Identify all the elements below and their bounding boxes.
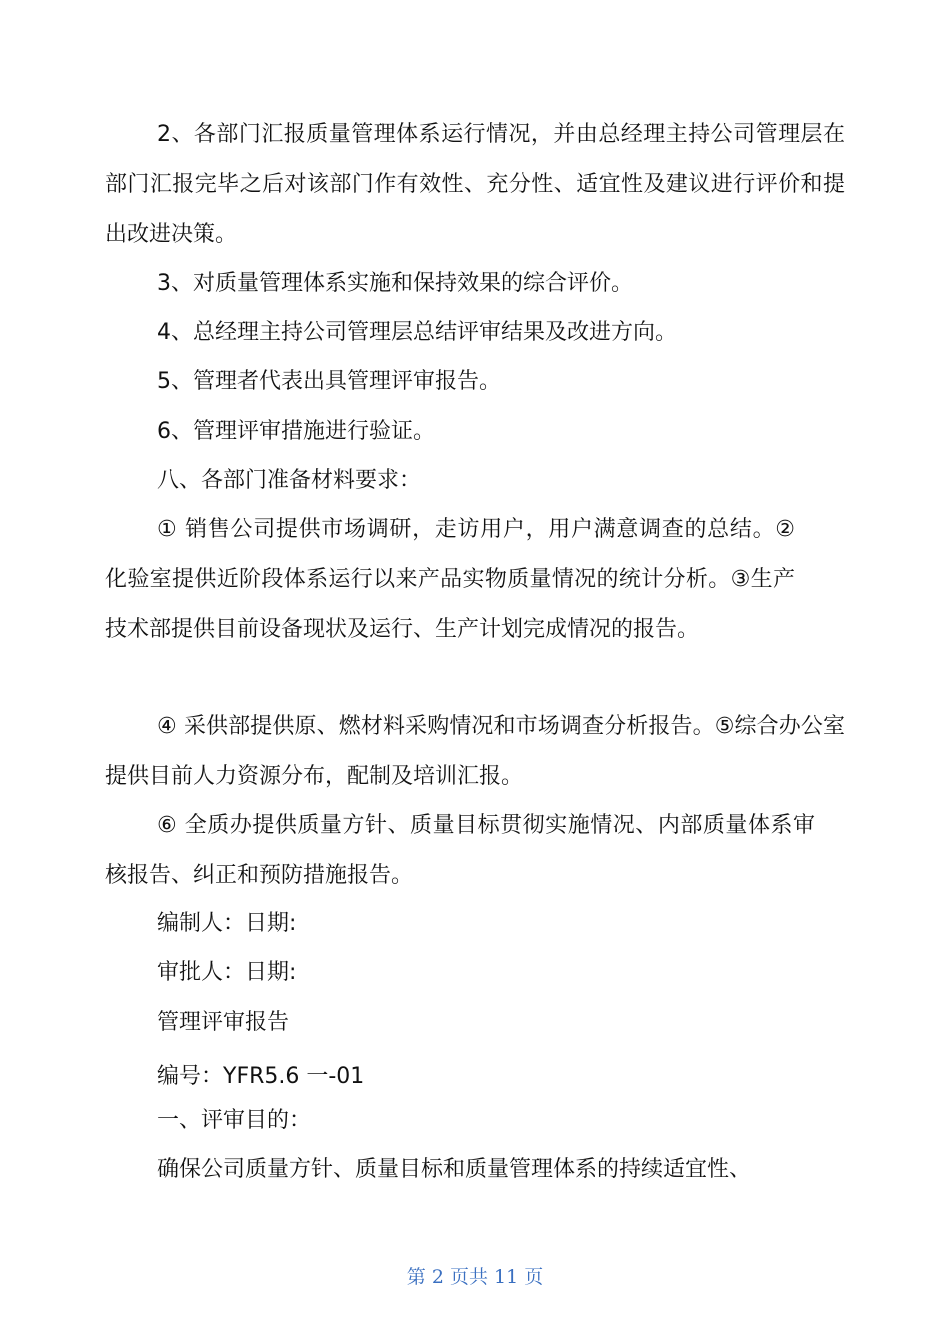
paragraph-item-3: 3、对质量管理体系实施和保持效果的综合评价。	[157, 271, 633, 296]
report-title: 管理评审报告	[157, 1010, 290, 1035]
purpose-text: 确保公司质量方针、质量目标和质量管理体系的持续适宜性、	[157, 1157, 752, 1182]
paragraph-item-4: 4、总经理主持公司管理层总结评审结果及改进方向。	[157, 320, 677, 345]
paragraph-quality-office: ⑥ 全质办提供质量方针、质量目标贯彻实施情况、内部质量体系审核报告、纠正和预防措施报告。	[105, 813, 815, 888]
section-heading-8: 八、各部门准备材料要求：	[157, 468, 422, 493]
compiler-date-line: 编制人：日期:	[157, 911, 297, 936]
report-number: 编号：YFR5.6 一-01	[157, 1064, 365, 1089]
paragraph-item-2: 2、各部门汇报质量管理体系运行情况，并由总经理主持公司管理层在部门汇报完毕之后对该部门作有效性、充分性、适宜性及建议进行评价和提出改进决策。	[105, 122, 845, 247]
page-number-footer: 第 2 页共 11 页	[406, 1266, 544, 1288]
paragraph-procurement-office: ④ 采供部提供原、燃材料采购情况和市场调查分析报告。⑤综合办公室提供目前人力资源分布，配制及培训汇报。	[105, 714, 845, 789]
approver-date-line: 审批人：日期:	[157, 960, 297, 985]
paragraph-item-5: 5、管理者代表出具管理评审报告。	[157, 369, 501, 394]
section-heading-1: 一、评审目的：	[157, 1108, 312, 1133]
paragraph-sales-lab-production: ① 销售公司提供市场调研，走访用户，用户满意调查的总结。②化验室提供近阶段体系运行以来产品实物质量情况的统计分析。③生产技术部提供目前设备现状及运行、生产计划完成情况的报告。	[105, 517, 795, 642]
paragraph-item-6: 6、管理评审措施进行验证。	[157, 419, 435, 444]
